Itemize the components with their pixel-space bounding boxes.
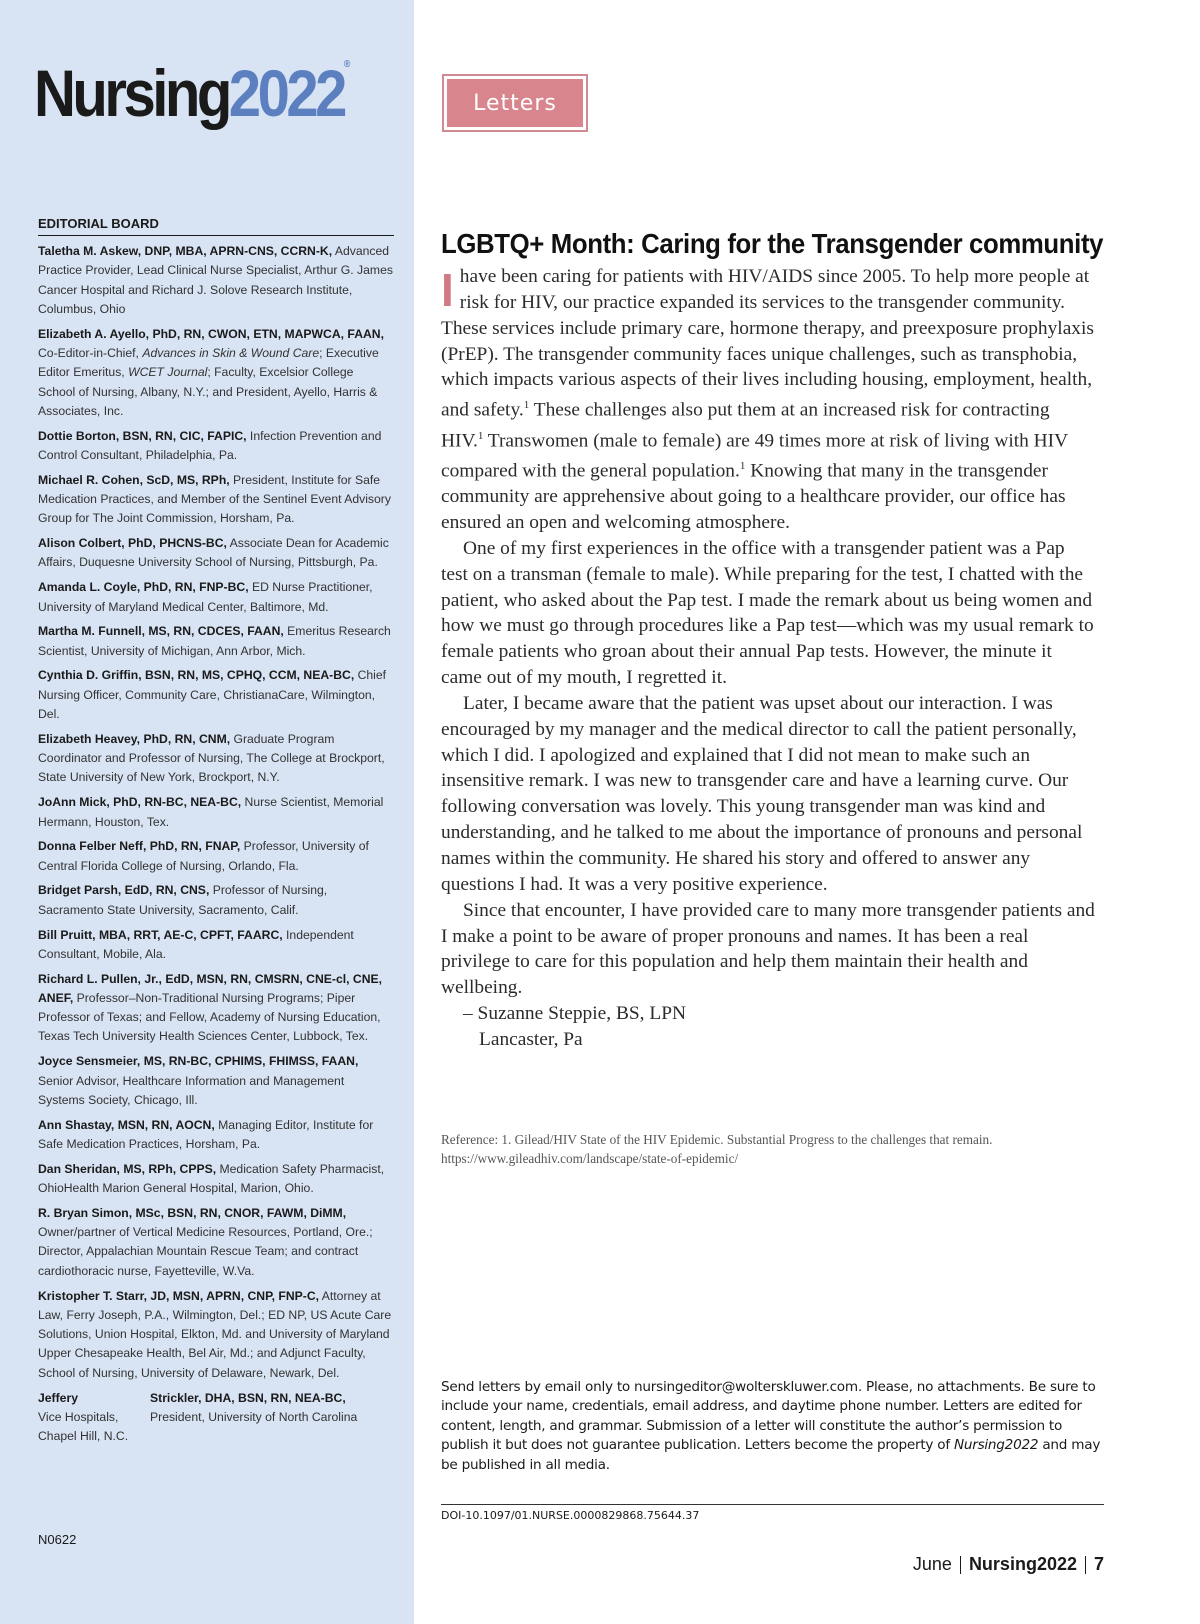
board-member: Joyce Sensmeier, MS, RN-BC, CPHIMS, FHIMSS, FAAN, Senior Advisor, Healthcare Information and Management Systems Society, Chicago, Ill. [38, 1054, 359, 1107]
editorial-sidebar [0, 0, 414, 1624]
board-member-split: Jeffery Vice Hospitals, Chapel Hill, N.C. Strickler, DHA, BSN, RN, NEA-BC, President, University of North Carolina [38, 1390, 358, 1444]
page-folio [913, 1554, 1104, 1575]
section-label: Letters [447, 79, 583, 127]
article-body [441, 264, 1095, 1053]
section-badge [442, 74, 588, 132]
author-signature: – Suzanne Steppie, BS, LPN [463, 1003, 686, 1025]
paragraph: I have been caring for patients with HIV/AIDS since 2005. To help more people at risk for HIV, our practice expanded its services to the transgender community. These services include primary care, hormone therapy, and preexposure prophylaxis (PrEP). The transgender community faces unique challenges, such as transphobia, which impacts various aspects of their lives including housing, employment, health, and safety.$^1$ These challenges also put them at an increased risk for contracting HIV.$^1$ Transwomen (male to female) are 49 times more at risk of living with HIV compared with the general population.$^1$ Knowing that many in the transgender community are apprehensive about going to a healthcare provider, our office has ensured an open and welcoming atmosphere. [441, 264, 1094, 533]
board-member: Donna Felber Neff, PhD, RN, FNAP, Professor, University of Central Florida College of Nursing, Orlando, Fla. [38, 839, 369, 873]
board-member: Michael R. Cohen, ScD, MS, RPh, President, Institute for Safe Medication Practices, and Member of the Sentinel Event Advisory Group for The Joint Commission, Horsham, Pa. [38, 472, 391, 526]
board-member: Dottie Borton, BSN, RN, CIC, FAPIC, Infection Prevention and Control Consultant, Philadelphia, Pa. [38, 428, 382, 462]
board-member: Richard L. Pullen, Jr., EdD, MSN, RN, CMSRN, CNE-cl, CNE, ANEF, Professor–Non-Traditional Nursing Programs; Piper Professor of Texas; and Fellow, Academy of Nursing Education, Texas Tech University Health Sciences Center, Lubbock, Tex. [38, 971, 383, 1044]
board-member: Bridget Parsh, EdD, RN, CNS, Professor of Nursing, Sacramento State University, Sacramento, Calif. [38, 883, 328, 917]
issue-code: N0622 [38, 1532, 77, 1547]
board-member: Elizabeth A. Ayello, PhD, RN, CWON, ETN, MAPWCA, FAAN, Co-Editor-in-Chief, Advances in Skin & Wound Care; Executive Editor Emeritus, WCET Journal; Faculty, Excelsior College School of Nursing, Albany, N.Y.; and President, Ayello, Harris & Associates, Inc. [38, 326, 384, 418]
folio-magazine: Nursing2022 [968, 1554, 1077, 1574]
doi-label: DOI-10.1097/01.NURSE.0000829868.75644.37 [441, 1509, 700, 1522]
paragraph: Later, I became aware that the patient was upset about our interaction. I was encouraged by my manager and the medical director to call the patient personally, which I did. I apologized and explained that I did not mean to make such an insensitive remark. I was new to transgender care and have a learning curve. Our following conversation was lovely. This young transgender man was kind and understanding, and he talked to me about the importance of pronouns and personal names within the community. He shared his story and offered to answer any questions I had. It was a very positive experience. [441, 692, 1083, 895]
board-member: Amanda L. Coyle, PhD, RN, FNP-BC, ED Nurse Practitioner, University of Maryland Medical Center, Baltimore, Md. [38, 580, 373, 614]
folio-separator [960, 1556, 961, 1574]
reference-note: Reference: 1. Gilead/HIV State of the HIV Epidemic. Substantial Progress to the challenges that remain. https://www.gileadhiv.com/landscape/state-of-epidemic/ [441, 1132, 993, 1166]
author-location: Lancaster, Pa [479, 1028, 583, 1050]
dropcap: I [441, 264, 454, 316]
board-member: Elizabeth Heavey, PhD, RN, CNM, Graduate Program Coordinator and Professor of Nursing, The College at Brockport, State University of New York, Brockport, N.Y. [38, 731, 385, 785]
footer-divider [441, 1504, 1104, 1505]
board-member: JoAnn Mick, PhD, RN-BC, NEA-BC, Nurse Scientist, Memorial Hermann, Houston, Tex. [38, 795, 384, 829]
editorial-board-heading: EDITORIAL BOARD [38, 216, 394, 236]
paragraph: Since that encounter, I have provided care to many more transgender patients and I make a point to be aware of proper pronouns and names. It has been a real privilege to care for this population and help them maintain their health and wellbeing. [441, 899, 1095, 999]
board-member: Dan Sheridan, MS, RPh, CPPS, Medication Safety Pharmacist, OhioHealth Marion General Hospital, Marion, Ohio. [38, 1161, 385, 1196]
article-title: LGBTQ+ Month: Caring for the Transgender community [441, 228, 1104, 259]
folio-separator [1085, 1556, 1086, 1574]
board-member: R. Bryan Simon, MSc, BSN, RN, CNOR, FAWM, DiMM, Owner/partner of Vertical Medicine Resources, Portland, Ore.; Director, Appalachian Mountain Rescue Team; and contract cardiothoracic nurse, Fayetteville, W.Va. [38, 1205, 373, 1278]
board-member: Cynthia D. Griffin, BSN, RN, MS, CPHQ, CCM, NEA-BC, Chief Nursing Officer, Community Care, ChristianaCare, Wilmington, Del. [38, 668, 387, 722]
folio-month: June [912, 1554, 952, 1574]
editorial-board-list [38, 242, 394, 1446]
board-member: Martha M. Funnell, MS, RN, CDCES, FAAN, Emeritus Research Scientist, University of Michigan, Ann Arbor, Mich. [38, 624, 391, 658]
board-member: Taletha M. Askew, DNP, MBA, APRN-CNS, CCRN-K, Advanced Practice Provider, Lead Clinical Nurse Specialist, Arthur G. James Cancer Hospital and Richard J. Solove Research Institute, Columbus, Ohio [38, 244, 393, 316]
board-member: Ann Shastay, MSN, RN, AOCN, Managing Editor, Institute for Safe Medication Practices, Horsham, Pa. [38, 1117, 374, 1151]
masthead-logo: Nursing2022® [34, 56, 351, 130]
board-member: Kristopher T. Starr, JD, MSN, APRN, CNP, FNP-C, Attorney at Law, Ferry Joseph, P.A., Wilmington, Del.; ED NP, US Acute Care Solutions, Union Hospital, Elkton, Md. and University of Maryland Upper Chesapeake Health, Bel Air, Md.; and Adjunct Faculty, School of Nursing, University of Delaware, Newark, Del. [38, 1288, 392, 1380]
submission-instructions: Send letters by email only to nursingeditor@wolterskluwer.com. Please, no attachments. Be sure to include your name, credentials, email address, and daytime phone number. Letters are edited for content, length, and grammar. Submission of a letter will constitute the author’s permission to publish it but does not guarantee publication. Letters become the property of Nursing2022 and may be published in all media. [441, 1379, 1101, 1473]
board-member: Alison Colbert, PhD, PHCNS-BC, Associate Dean for Academic Affairs, Duquesne University School of Nursing, Pittsburgh, Pa. [38, 536, 389, 570]
board-member: Bill Pruitt, MBA, RRT, AE-C, CPFT, FAARC, Independent Consultant, Mobile, Ala. [38, 927, 354, 961]
page-number: 7 [1093, 1554, 1104, 1574]
paragraph: One of my first experiences in the office with a transgender patient was a Pap test on a transman (female to male). While preparing for the test, I chatted with the patient, who asked about the Pap test. I made the remark about us being women and how we must go through procedures like a Pap test—which was my usual remark to female patients who groan about their annual Pap tests. However, the minute it came out of my mouth, I regretted it. [441, 537, 1094, 689]
